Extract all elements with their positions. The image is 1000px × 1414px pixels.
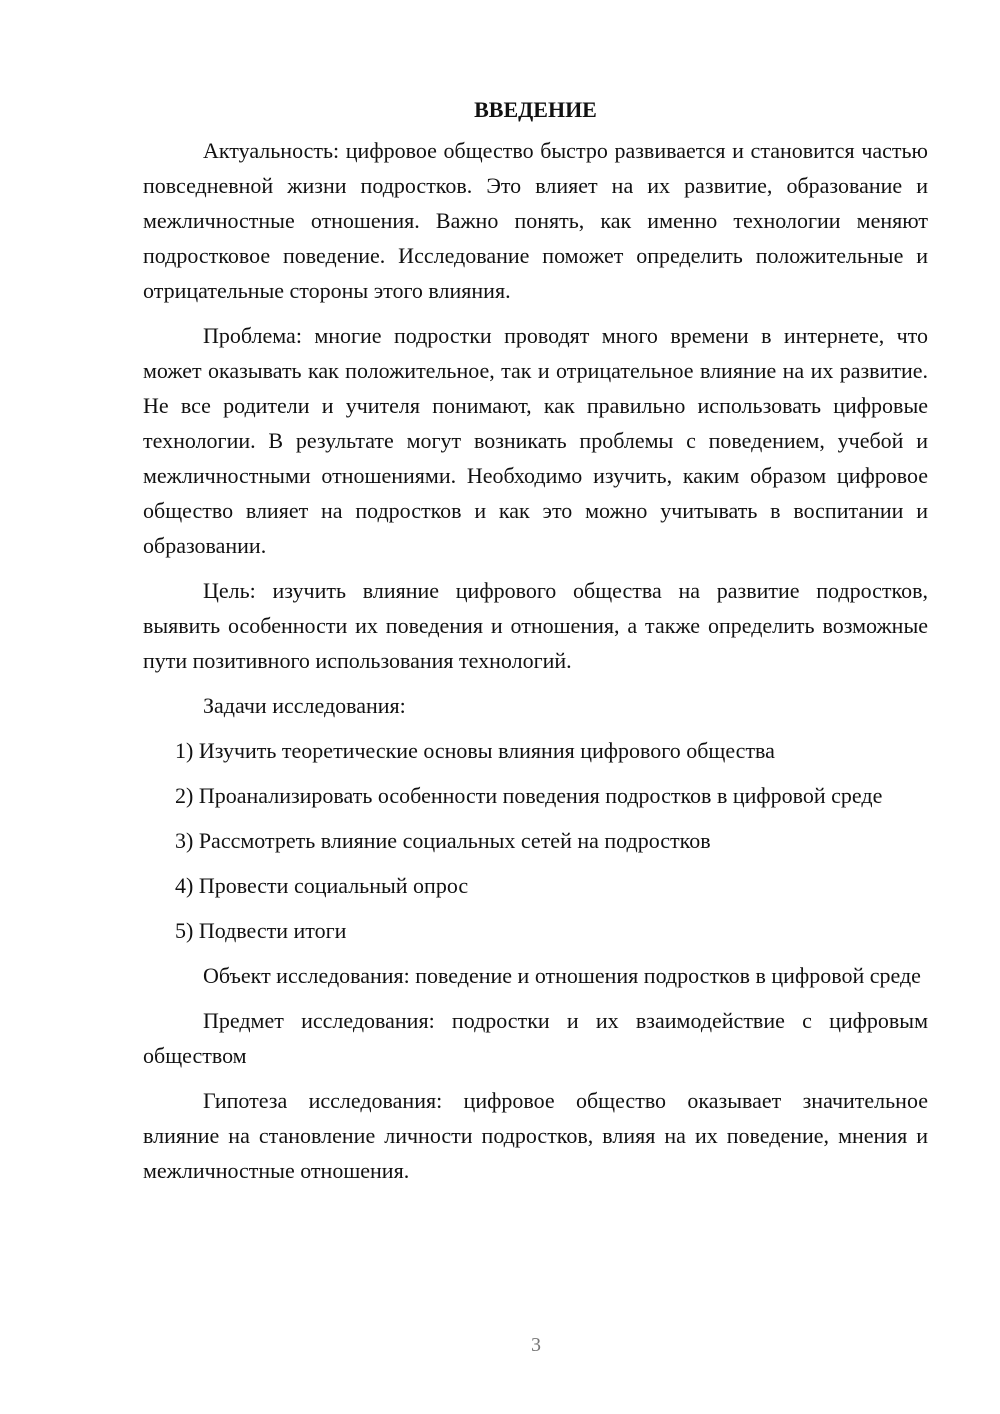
goal-paragraph: Цель: изучить влияние цифрового общества на развитие подростков, выявить особенности их поведения и отношения, а также определить возможные пути позитивного использования технологий. — [143, 578, 928, 673]
task-item: 1) Изучить теоретические основы влияния цифрового общества — [175, 738, 775, 763]
subject-paragraph: Предмет исследования: подростки и их взаимодействие с цифровым обществом — [143, 1008, 928, 1068]
task-item: 5) Подвести итоги — [175, 918, 347, 943]
page-content — [143, 92, 928, 1198]
tasks-heading: Задачи исследования: — [203, 693, 406, 718]
page-number: 3 — [531, 1334, 541, 1356]
task-item: 2) Проанализировать особенности поведения подростков в цифровой среде — [175, 783, 883, 808]
task-item: 3) Рассмотреть влияние социальных сетей на подростков — [175, 828, 711, 853]
task-item: 4) Провести социальный опрос — [175, 873, 469, 898]
section-title: ВВЕДЕНИЕ — [474, 97, 597, 122]
problem-paragraph: Проблема: многие подростки проводят много времени в интернете, что может оказывать как положительное, так и отрицательное влияние на их развитие. Не все родители и учителя понимают, как правильно использовать цифровые технологии. В результате могут возникать проблемы с поведением, учебой и межличностными отношениями. Необходимо изучить, каким образом цифровое общество влияет на подростков и как это можно учитывать в воспитании и образовании. — [143, 323, 928, 558]
relevance-paragraph: Актуальность: цифровое общество быстро развивается и становится частью повседневной жизни подростков. Это влияет на их развитие, образование и межличностные отношения. Важно понять, как именно технологии меняют подростковое поведение. Исследование поможет определить положительные и отрицательные стороны этого влияния. — [143, 138, 928, 303]
tasks-list — [143, 733, 928, 948]
object-paragraph: Объект исследования: поведение и отношения подростков в цифровой среде — [203, 963, 921, 988]
hypothesis-paragraph: Гипотеза исследования: цифровое общество оказывает значительное влияние на становление личности подростков, влияя на их поведение, мнения и межличностные отношения. — [143, 1088, 928, 1183]
